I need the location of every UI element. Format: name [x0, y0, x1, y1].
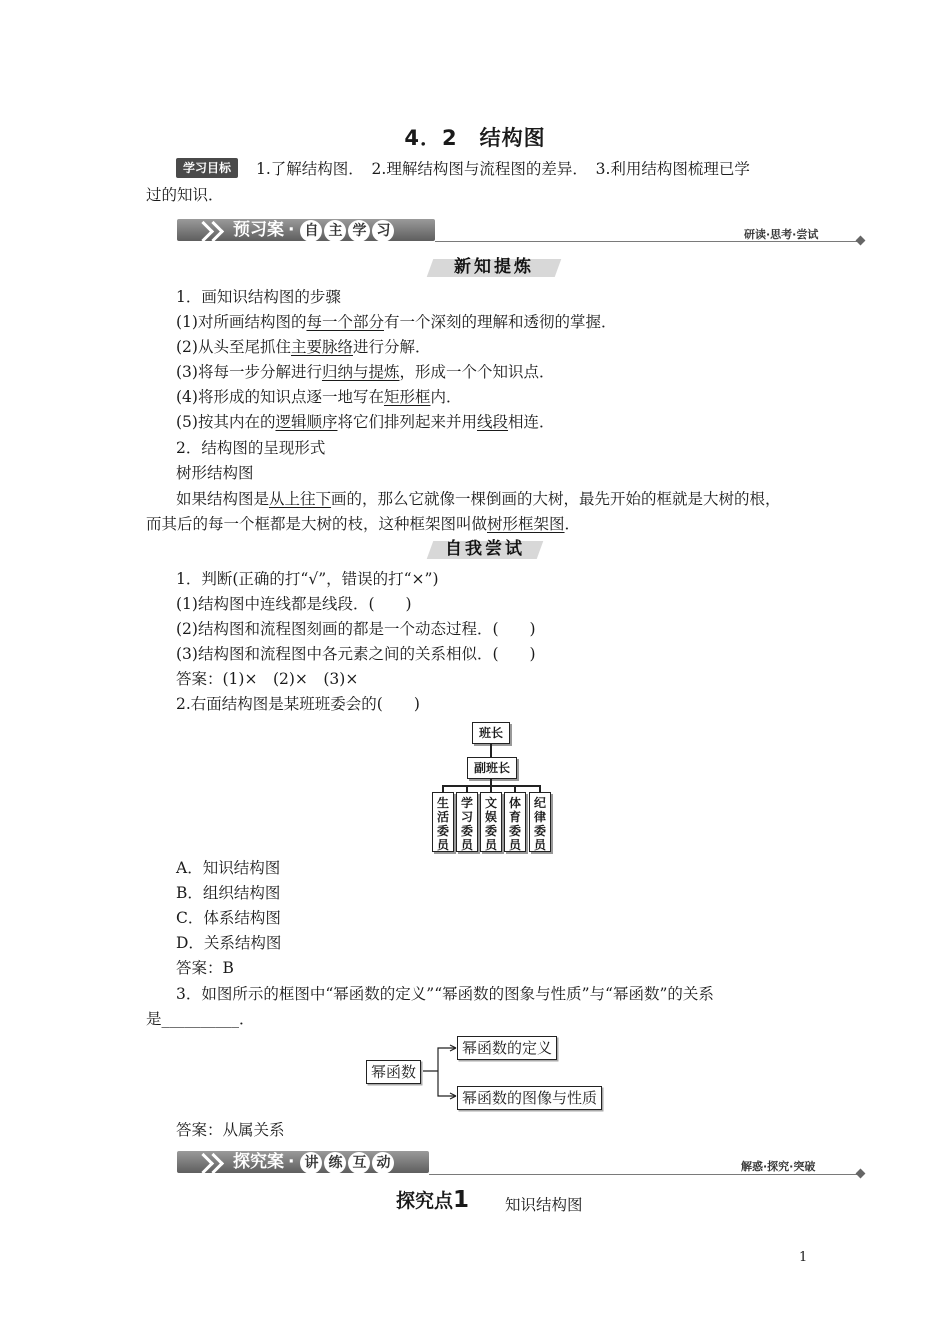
org-node-life: 生活委员: [432, 792, 454, 852]
tree-paragraph-line1: 如果结构图是从上往下画的，那么它就像一棵倒画的大树，最先开始的框就是大树的根，: [176, 490, 781, 508]
org-node-entertainment: 文娱委员: [480, 792, 502, 852]
tree-paragraph-line2: 而其后的每一个框都是大树的枝，这种框架图叫做树形框架图．: [146, 515, 581, 533]
q1-answer: 答案：(1)× (2)× (3)×: [176, 670, 359, 688]
step-4: (4)将形成的知识点逐一地写在矩形框内．: [176, 388, 462, 406]
q1-item-2: (2)结构图和流程图刻画的都是一个动态过程．( ): [176, 620, 536, 638]
banner-preview-title: 预习案: [233, 220, 284, 240]
step-3: (3)将每一步分解进行归纳与提炼，形成一个个知识点．: [176, 363, 555, 381]
power-node-graph-properties: 幂函数的图像与性质: [457, 1086, 602, 1110]
org-node-sports: 体育委员: [504, 792, 526, 852]
tree-structure-label: 树形结构图: [176, 464, 254, 482]
q1-stem: 1．判断(正确的打“√”，错误的打“×”): [176, 570, 439, 588]
q3-stem-line2: 是__________．: [146, 1010, 255, 1028]
banner-preview-subtitle: 研读·思考·尝试: [744, 228, 819, 241]
learning-goals-badge: 学习目标: [176, 158, 238, 178]
branch-arrows: [420, 1040, 460, 1104]
q2-option-a: A．知识结构图: [176, 859, 281, 877]
explore-point-heading: 探究点1: [396, 1187, 470, 1213]
q3-stem-line1: 3．如图所示的框图中“幂函数的定义”“幂函数的图象与性质”与“幂函数”的关系: [176, 985, 714, 1003]
learning-goals-line1: 1.了解结构图． 2.理解结构图与流程图的差异． 3.利用结构图梳理已学: [256, 160, 750, 178]
step-5: (5)按其内在的逻辑顺序将它们排列起来并用线段相连．: [176, 413, 555, 431]
diamond-icon: [856, 236, 866, 246]
subheader-self-try: 自我尝试: [430, 537, 540, 561]
page-number: 1: [799, 1250, 808, 1265]
q2-option-b: B．组织结构图: [176, 884, 281, 902]
q2-answer: 答案：B: [176, 959, 234, 977]
org-node-discipline: 纪律委员: [529, 792, 551, 852]
explore-point-topic: 知识结构图: [505, 1196, 583, 1214]
q3-answer: 答案：从属关系: [176, 1121, 285, 1139]
diamond-icon: [856, 1169, 866, 1179]
banner-explore-subtitle: 解惑·探究·突破: [741, 1160, 816, 1173]
org-node-study: 学习委员: [456, 792, 478, 852]
q2-stem: 2.右面结构图是某班班委会的( ): [176, 695, 420, 713]
power-node-definition: 幂函数的定义: [457, 1036, 557, 1060]
subheader-new-knowledge: 新知提炼: [430, 255, 558, 279]
q1-item-3: (3)结构图和流程图中各元素之间的关系相似．( ): [176, 645, 536, 663]
q2-option-d: D．关系结构图: [176, 934, 282, 952]
steps-heading: 1．画知识结构图的步骤: [176, 288, 341, 306]
banner-explore-title: 探究案: [233, 1152, 284, 1172]
step-2: (2)从头至尾抓住主要脉络进行分解．: [176, 338, 431, 356]
learning-goals-line2: 过的知识．: [146, 186, 224, 204]
q2-option-c: C．体系结构图: [176, 909, 281, 927]
page-title: 4．2 结构图: [404, 126, 546, 150]
org-node-monitor: 班长: [472, 722, 510, 744]
q1-item-1: (1)结构图中连线都是线段．( ): [176, 595, 412, 613]
power-node-root: 幂函数: [366, 1060, 421, 1084]
forms-heading: 2．结构图的呈现形式: [176, 439, 326, 457]
step-1: (1)对所画结构图的每一个部分有一个深刻的理解和透彻的掌握．: [176, 313, 617, 331]
org-node-vice-monitor: 副班长: [467, 757, 517, 779]
